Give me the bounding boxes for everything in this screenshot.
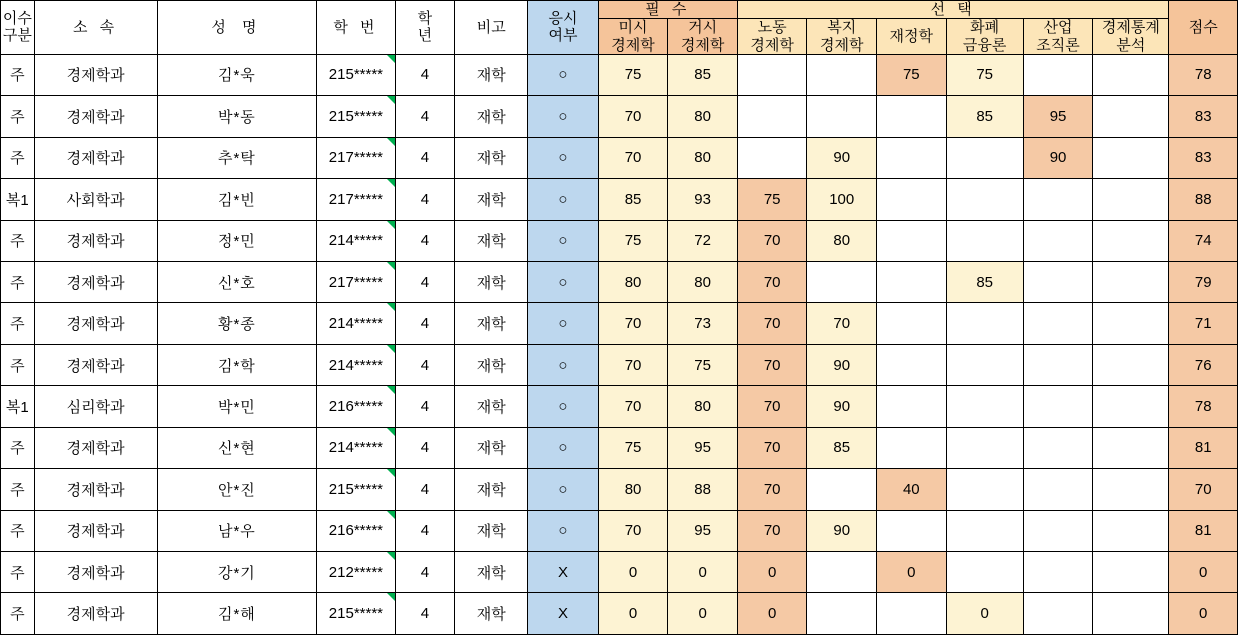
cell-isu-gubun: 주 xyxy=(1,510,35,551)
cell-isu-gubun: 주 xyxy=(1,303,35,344)
cell-student-id xyxy=(317,137,395,178)
cell-industry: 95 xyxy=(1023,96,1093,137)
cell-year: 4 xyxy=(395,137,455,178)
cell-welfare xyxy=(807,469,877,510)
header-subject-finance: 재정학 xyxy=(877,19,947,55)
table-row xyxy=(1,427,1238,468)
cell-macro: 95 xyxy=(668,510,738,551)
cell-note: 재학 xyxy=(455,552,528,593)
cell-stats xyxy=(1093,469,1169,510)
cell-dept: 사회학과 xyxy=(34,179,157,220)
cell-score: 79 xyxy=(1169,261,1238,302)
cell-attendance: ○ xyxy=(528,510,599,551)
table-row xyxy=(1,54,1238,95)
header-row-group xyxy=(1,1,1238,19)
cell-micro: 70 xyxy=(598,386,668,427)
cell-note: 재학 xyxy=(455,96,528,137)
cell-student-id xyxy=(317,469,395,510)
cell-finance xyxy=(877,510,947,551)
cell-money: 85 xyxy=(946,261,1023,302)
cell-student-id xyxy=(317,427,395,468)
cell-welfare xyxy=(807,54,877,95)
cell-labor: 70 xyxy=(737,469,807,510)
cell-score: 74 xyxy=(1169,220,1238,261)
table-row xyxy=(1,593,1238,635)
cell-stats xyxy=(1093,427,1169,468)
student-id-text: 217***** xyxy=(328,273,384,291)
cell-labor xyxy=(737,137,807,178)
cell-industry: 90 xyxy=(1023,137,1093,178)
table-row xyxy=(1,220,1238,261)
cell-labor: 70 xyxy=(737,344,807,385)
cell-attendance: ○ xyxy=(528,469,599,510)
header-elective-group: 선 택 xyxy=(737,1,1169,19)
cell-stats xyxy=(1093,54,1169,95)
cell-money xyxy=(946,303,1023,344)
cell-note: 재학 xyxy=(455,510,528,551)
comment-marker-icon xyxy=(387,138,395,146)
cell-macro: 72 xyxy=(668,220,738,261)
cell-student-id xyxy=(317,510,395,551)
student-id-text: 215***** xyxy=(328,480,384,498)
cell-micro: 70 xyxy=(598,303,668,344)
cell-isu-gubun: 주 xyxy=(1,469,35,510)
cell-money xyxy=(946,220,1023,261)
cell-micro: 70 xyxy=(598,137,668,178)
cell-isu-gubun: 주 xyxy=(1,220,35,261)
cell-student-id xyxy=(317,179,395,220)
cell-year: 4 xyxy=(395,54,455,95)
cell-isu-gubun: 주 xyxy=(1,427,35,468)
comment-marker-icon xyxy=(387,221,395,229)
cell-money xyxy=(946,510,1023,551)
cell-dept: 경제학과 xyxy=(34,510,157,551)
student-id-text: 212***** xyxy=(328,563,384,581)
cell-industry xyxy=(1023,427,1093,468)
cell-industry xyxy=(1023,469,1093,510)
cell-macro: 73 xyxy=(668,303,738,344)
cell-welfare: 90 xyxy=(807,386,877,427)
table-row xyxy=(1,344,1238,385)
cell-isu-gubun: 주 xyxy=(1,96,35,137)
cell-finance xyxy=(877,96,947,137)
cell-dept: 경제학과 xyxy=(34,137,157,178)
cell-industry xyxy=(1023,552,1093,593)
cell-note: 재학 xyxy=(455,179,528,220)
header-subject-money: 화폐 금융론 xyxy=(946,19,1023,55)
comment-marker-icon xyxy=(387,262,395,270)
cell-welfare: 90 xyxy=(807,344,877,385)
cell-welfare xyxy=(807,261,877,302)
cell-student-id xyxy=(317,303,395,344)
table-row xyxy=(1,510,1238,551)
header-attendance: 응시 여부 xyxy=(528,1,599,55)
student-id-text: 215***** xyxy=(328,107,384,125)
cell-micro: 70 xyxy=(598,344,668,385)
cell-micro: 70 xyxy=(598,510,668,551)
cell-year: 4 xyxy=(395,96,455,137)
cell-score: 81 xyxy=(1169,427,1238,468)
cell-labor: 70 xyxy=(737,303,807,344)
cell-isu-gubun: 주 xyxy=(1,344,35,385)
cell-score: 88 xyxy=(1169,179,1238,220)
cell-labor: 0 xyxy=(737,552,807,593)
cell-labor: 70 xyxy=(737,220,807,261)
cell-score: 83 xyxy=(1169,96,1238,137)
cell-name: 안*진 xyxy=(157,469,317,510)
cell-student-id xyxy=(317,386,395,427)
cell-year: 4 xyxy=(395,386,455,427)
header-isu-gubun: 이수 구분 xyxy=(1,1,35,55)
cell-attendance: ○ xyxy=(528,427,599,468)
cell-stats xyxy=(1093,593,1169,635)
header-required-group: 필 수 xyxy=(598,1,737,19)
cell-finance: 40 xyxy=(877,469,947,510)
cell-score: 83 xyxy=(1169,137,1238,178)
header-subject-stats: 경제통계 분석 xyxy=(1093,19,1169,55)
cell-name: 추*탁 xyxy=(157,137,317,178)
table-row xyxy=(1,179,1238,220)
cell-student-id xyxy=(317,552,395,593)
cell-labor xyxy=(737,96,807,137)
cell-score: 78 xyxy=(1169,386,1238,427)
header-name: 성 명 xyxy=(157,1,317,55)
table-row xyxy=(1,96,1238,137)
student-id-text: 214***** xyxy=(328,315,384,333)
table-row xyxy=(1,303,1238,344)
cell-year: 4 xyxy=(395,469,455,510)
cell-stats xyxy=(1093,261,1169,302)
student-id-text: 215***** xyxy=(328,66,384,84)
comment-marker-icon xyxy=(387,386,395,394)
cell-industry xyxy=(1023,261,1093,302)
cell-welfare xyxy=(807,593,877,635)
cell-micro: 70 xyxy=(598,96,668,137)
cell-welfare: 70 xyxy=(807,303,877,344)
cell-welfare: 85 xyxy=(807,427,877,468)
cell-student-id xyxy=(317,593,395,635)
student-id-text: 215***** xyxy=(328,605,384,623)
header-subject-macro: 거시 경제학 xyxy=(668,19,738,55)
cell-macro: 0 xyxy=(668,552,738,593)
cell-isu-gubun: 복1 xyxy=(1,179,35,220)
cell-micro: 85 xyxy=(598,179,668,220)
cell-micro: 0 xyxy=(598,552,668,593)
cell-stats xyxy=(1093,552,1169,593)
cell-money: 75 xyxy=(946,54,1023,95)
cell-attendance: ○ xyxy=(528,220,599,261)
cell-isu-gubun: 주 xyxy=(1,552,35,593)
cell-score: 78 xyxy=(1169,54,1238,95)
student-id-text: 216***** xyxy=(328,522,384,540)
cell-name: 박*민 xyxy=(157,386,317,427)
cell-note: 재학 xyxy=(455,469,528,510)
cell-dept: 경제학과 xyxy=(34,593,157,635)
cell-name: 김*학 xyxy=(157,344,317,385)
cell-welfare: 100 xyxy=(807,179,877,220)
cell-stats xyxy=(1093,386,1169,427)
cell-macro: 80 xyxy=(668,261,738,302)
cell-score: 0 xyxy=(1169,593,1238,635)
cell-score: 76 xyxy=(1169,344,1238,385)
cell-money: 0 xyxy=(946,593,1023,635)
cell-money xyxy=(946,344,1023,385)
cell-note: 재학 xyxy=(455,137,528,178)
comment-marker-icon xyxy=(387,511,395,519)
cell-isu-gubun: 복1 xyxy=(1,386,35,427)
cell-score: 81 xyxy=(1169,510,1238,551)
cell-dept: 경제학과 xyxy=(34,261,157,302)
cell-name: 김*빈 xyxy=(157,179,317,220)
cell-micro: 0 xyxy=(598,593,668,635)
comment-marker-icon xyxy=(387,552,395,560)
cell-dept: 경제학과 xyxy=(34,552,157,593)
cell-student-id xyxy=(317,96,395,137)
cell-money xyxy=(946,552,1023,593)
cell-micro: 75 xyxy=(598,427,668,468)
cell-dept: 심리학과 xyxy=(34,386,157,427)
comment-marker-icon xyxy=(387,96,395,104)
cell-attendance: ○ xyxy=(528,54,599,95)
cell-note: 재학 xyxy=(455,303,528,344)
cell-note: 재학 xyxy=(455,54,528,95)
header-score: 점수 xyxy=(1169,1,1238,55)
cell-micro: 75 xyxy=(598,220,668,261)
cell-year: 4 xyxy=(395,344,455,385)
cell-name: 박*동 xyxy=(157,96,317,137)
cell-micro: 75 xyxy=(598,54,668,95)
cell-industry xyxy=(1023,510,1093,551)
cell-isu-gubun: 주 xyxy=(1,54,35,95)
cell-dept: 경제학과 xyxy=(34,469,157,510)
cell-note: 재학 xyxy=(455,220,528,261)
cell-name: 김*욱 xyxy=(157,54,317,95)
header-dept: 소 속 xyxy=(34,1,157,55)
cell-welfare: 90 xyxy=(807,137,877,178)
cell-year: 4 xyxy=(395,261,455,302)
cell-note: 재학 xyxy=(455,344,528,385)
cell-macro: 88 xyxy=(668,469,738,510)
cell-year: 4 xyxy=(395,220,455,261)
cell-welfare: 80 xyxy=(807,220,877,261)
cell-macro: 80 xyxy=(668,96,738,137)
cell-labor: 70 xyxy=(737,261,807,302)
cell-name: 황*종 xyxy=(157,303,317,344)
header-student-id: 학 번 xyxy=(317,1,395,55)
cell-industry xyxy=(1023,54,1093,95)
cell-note: 재학 xyxy=(455,261,528,302)
student-id-text: 217***** xyxy=(328,149,384,167)
cell-year: 4 xyxy=(395,593,455,635)
cell-macro: 0 xyxy=(668,593,738,635)
cell-year: 4 xyxy=(395,552,455,593)
cell-attendance: ○ xyxy=(528,344,599,385)
cell-student-id xyxy=(317,54,395,95)
cell-industry xyxy=(1023,179,1093,220)
cell-stats xyxy=(1093,344,1169,385)
cell-industry xyxy=(1023,220,1093,261)
cell-money: 85 xyxy=(946,96,1023,137)
cell-finance: 0 xyxy=(877,552,947,593)
student-id-text: 214***** xyxy=(328,356,384,374)
cell-student-id xyxy=(317,261,395,302)
cell-dept: 경제학과 xyxy=(34,427,157,468)
cell-attendance: X xyxy=(528,552,599,593)
cell-industry xyxy=(1023,303,1093,344)
cell-labor: 0 xyxy=(737,593,807,635)
cell-macro: 80 xyxy=(668,386,738,427)
cell-score: 71 xyxy=(1169,303,1238,344)
comment-marker-icon xyxy=(387,593,395,601)
cell-welfare xyxy=(807,96,877,137)
cell-dept: 경제학과 xyxy=(34,303,157,344)
cell-finance xyxy=(877,427,947,468)
cell-stats xyxy=(1093,96,1169,137)
cell-micro: 80 xyxy=(598,261,668,302)
cell-finance xyxy=(877,386,947,427)
cell-labor: 70 xyxy=(737,427,807,468)
cell-dept: 경제학과 xyxy=(34,96,157,137)
cell-note: 재학 xyxy=(455,427,528,468)
cell-welfare xyxy=(807,552,877,593)
cell-attendance: ○ xyxy=(528,96,599,137)
cell-welfare: 90 xyxy=(807,510,877,551)
cell-money xyxy=(946,386,1023,427)
cell-stats xyxy=(1093,137,1169,178)
comment-marker-icon xyxy=(387,179,395,187)
cell-score: 0 xyxy=(1169,552,1238,593)
cell-money xyxy=(946,179,1023,220)
cell-name: 김*해 xyxy=(157,593,317,635)
cell-isu-gubun: 주 xyxy=(1,137,35,178)
cell-attendance: ○ xyxy=(528,303,599,344)
cell-industry xyxy=(1023,593,1093,635)
cell-macro: 85 xyxy=(668,54,738,95)
student-id-text: 214***** xyxy=(328,232,384,250)
header-subject-industry: 산업 조직론 xyxy=(1023,19,1093,55)
cell-isu-gubun: 주 xyxy=(1,593,35,635)
cell-money xyxy=(946,137,1023,178)
table-row xyxy=(1,552,1238,593)
comment-marker-icon xyxy=(387,469,395,477)
cell-name: 남*우 xyxy=(157,510,317,551)
cell-money xyxy=(946,469,1023,510)
table-row xyxy=(1,386,1238,427)
cell-macro: 75 xyxy=(668,344,738,385)
cell-finance xyxy=(877,261,947,302)
header-subject-labor: 노동 경제학 xyxy=(737,19,807,55)
cell-finance xyxy=(877,179,947,220)
cell-labor: 70 xyxy=(737,386,807,427)
comment-marker-icon xyxy=(387,55,395,63)
cell-note: 재학 xyxy=(455,386,528,427)
comment-marker-icon xyxy=(387,303,395,311)
cell-year: 4 xyxy=(395,179,455,220)
cell-industry xyxy=(1023,386,1093,427)
cell-finance: 75 xyxy=(877,54,947,95)
cell-note: 재학 xyxy=(455,593,528,635)
header-note: 비고 xyxy=(455,1,528,55)
cell-attendance: ○ xyxy=(528,386,599,427)
cell-finance xyxy=(877,593,947,635)
cell-finance xyxy=(877,220,947,261)
cell-attendance: ○ xyxy=(528,137,599,178)
cell-money xyxy=(946,427,1023,468)
header-subject-welfare: 복지 경제학 xyxy=(807,19,877,55)
cell-attendance: X xyxy=(528,593,599,635)
cell-stats xyxy=(1093,510,1169,551)
cell-stats xyxy=(1093,179,1169,220)
table-row xyxy=(1,469,1238,510)
cell-stats xyxy=(1093,220,1169,261)
student-id-text: 216***** xyxy=(328,397,384,415)
comment-marker-icon xyxy=(387,428,395,436)
cell-labor xyxy=(737,54,807,95)
cell-name: 신*현 xyxy=(157,427,317,468)
cell-year: 4 xyxy=(395,510,455,551)
cell-name: 강*기 xyxy=(157,552,317,593)
cell-finance xyxy=(877,344,947,385)
table-row xyxy=(1,261,1238,302)
table-body xyxy=(1,54,1238,634)
cell-stats xyxy=(1093,303,1169,344)
cell-student-id xyxy=(317,344,395,385)
header-subject-micro: 미시 경제학 xyxy=(598,19,668,55)
cell-dept: 경제학과 xyxy=(34,344,157,385)
cell-name: 신*호 xyxy=(157,261,317,302)
comment-marker-icon xyxy=(387,345,395,353)
cell-micro: 80 xyxy=(598,469,668,510)
cell-finance xyxy=(877,137,947,178)
header-year: 학 년 xyxy=(395,1,455,55)
cell-dept: 경제학과 xyxy=(34,220,157,261)
cell-isu-gubun: 주 xyxy=(1,261,35,302)
student-id-text: 217***** xyxy=(328,190,384,208)
cell-year: 4 xyxy=(395,427,455,468)
cell-attendance: ○ xyxy=(528,261,599,302)
table-row xyxy=(1,137,1238,178)
cell-macro: 95 xyxy=(668,427,738,468)
cell-student-id xyxy=(317,220,395,261)
cell-industry xyxy=(1023,344,1093,385)
cell-name: 정*민 xyxy=(157,220,317,261)
cell-finance xyxy=(877,303,947,344)
cell-labor: 75 xyxy=(737,179,807,220)
cell-labor: 70 xyxy=(737,510,807,551)
cell-dept: 경제학과 xyxy=(34,54,157,95)
cell-score: 70 xyxy=(1169,469,1238,510)
cell-year: 4 xyxy=(395,303,455,344)
student-id-text: 214***** xyxy=(328,439,384,457)
cell-attendance: ○ xyxy=(528,179,599,220)
cell-macro: 80 xyxy=(668,137,738,178)
cell-macro: 93 xyxy=(668,179,738,220)
